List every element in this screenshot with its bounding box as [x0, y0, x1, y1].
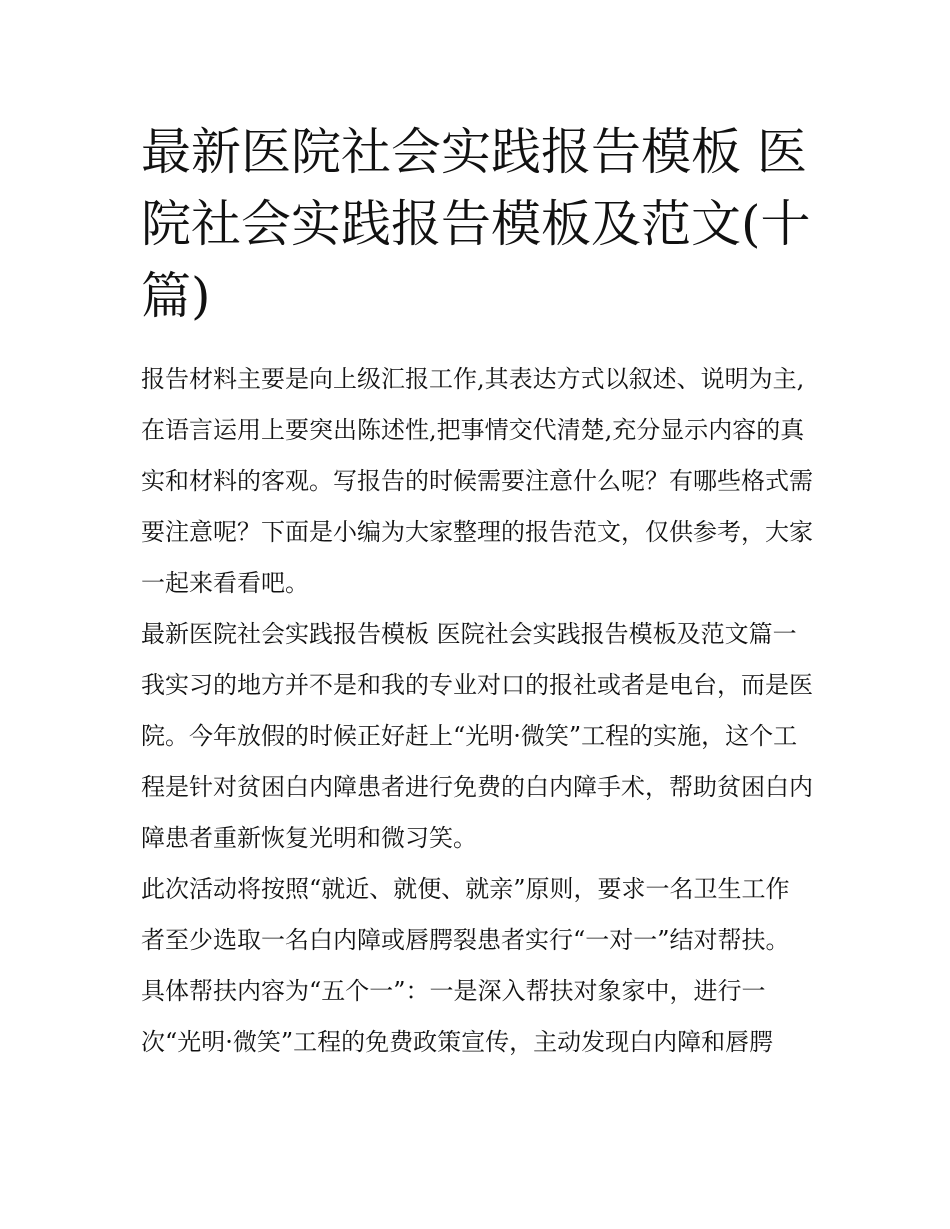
section-heading: 最新医院社会实践报告模板 医院社会实践报告模板及范文篇一 [141, 620, 797, 648]
body-paragraph: 我实习的地方并不是和我的专业对口的报社或者是电台，而是医院。今年放假的时候正好赶上“光明·微笑”工程的实施，这个工程是针对贫困白内障患者进行免费的白内障手术，帮助贫困白内障患者重新恢复光明和微习笑。 [141, 671, 813, 852]
document-body [141, 354, 813, 1068]
document-title: 最新医院社会实践报告模板 医院社会实践报告模板及范文(十篇) [141, 123, 811, 325]
intro-paragraph: 报告材料主要是向上级汇报工作,其表达方式以叙述、说明为主,在语言运用上要突出陈述性,把事情交代清楚,充分显示内容的真实和材料的客观。写报告的时候需要注意什么呢？有哪些格式需要注意呢？下面是小编为大家整理的报告范文，仅供参考，大家一起来看看吧。 [141, 365, 813, 597]
body-paragraph: 此次活动将按照“就近、就便、就亲”原则，要求一名卫生工作者至少选取一名白内障或唇腭裂患者实行“一对一”结对帮扶。具体帮扶内容为“五个一”：一是深入帮扶对象家中，进行一次“光明·微笑”工程的免费政策宣传，主动发现白内障和唇腭 [141, 875, 790, 1056]
document-content [141, 116, 813, 1068]
